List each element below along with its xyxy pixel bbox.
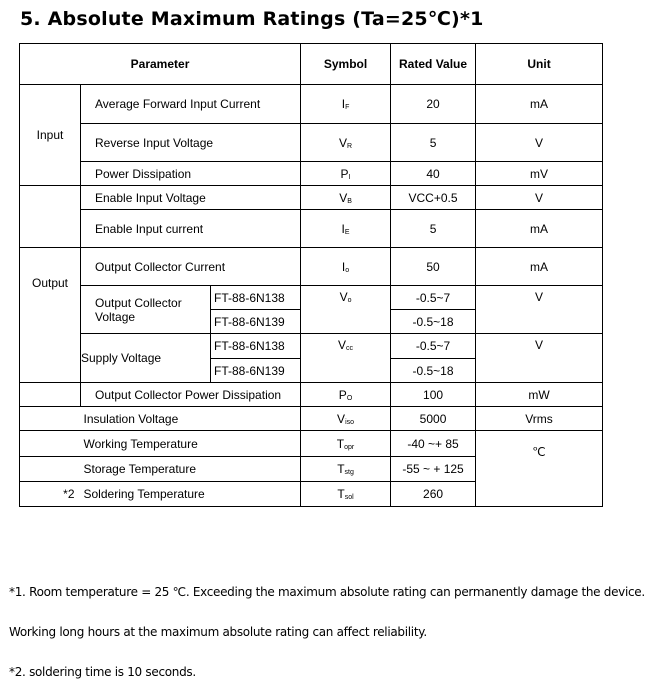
value-cell: -40 ~+ 85 [391,431,476,457]
symbol-cell: $V_{cc}$ [301,334,391,383]
symbol-cell: $I_o$ [301,248,391,286]
symbol-cell: $V_B$ [301,186,391,210]
symbol-cell: $V_{iso}$ [301,407,391,431]
group-input: Input [20,85,81,186]
unit-cell: mA [476,85,603,124]
param-cell: Output Collector Voltage [81,286,211,334]
symbol-cell: $V_R$ [301,124,391,162]
unit-cell: mV [476,162,603,186]
unit-cell: ℃ [476,431,603,507]
value-cell: 5000 [391,407,476,431]
header-unit: Unit [476,44,603,85]
table-row [20,431,603,457]
note-1: *1. Room temperature = 25 ℃. Exceeding the maximum absolute rating can permanently damage the device. [9,585,645,599]
param-cell: Output Collector Power Dissipation [81,383,301,407]
group-output: Output [20,248,81,383]
value-cell: 20 [391,85,476,124]
footnote-marker: *2 [20,482,81,507]
ratings-table [19,43,603,507]
value-cell: -0.5~18 [391,359,476,383]
model-cell: FT-88-6N139 [211,310,301,334]
empty-group-cell [20,407,81,431]
empty-group-cell [20,431,81,457]
table-row [20,286,603,310]
param-cell: Power Dissipation [81,162,301,186]
symbol-cell: $P_O$ [301,383,391,407]
group-input-end [20,210,81,248]
symbol-cell: $I_F$ [301,85,391,124]
unit-cell: V [476,286,603,334]
unit-cell: mW [476,383,603,407]
symbol-cell: $V_o$ [301,286,391,334]
group-input-continued [20,186,81,210]
header-rated-value: Rated Value [391,44,476,85]
table-row [20,383,603,407]
param-cell: Enable Input Voltage [81,186,301,210]
param-cell: Reverse Input Voltage [81,124,301,162]
table-row [20,124,603,162]
param-cell: Insulation Voltage [81,407,301,431]
table-row [20,407,603,431]
unit-cell: mA [476,210,603,248]
symbol-cell: $T_{opr}$ [301,431,391,457]
symbol-cell: $P_I$ [301,162,391,186]
value-cell: 5 [391,210,476,248]
unit-cell: mA [476,248,603,286]
value-cell: VCC+0.5 [391,186,476,210]
table-row [20,334,603,359]
param-cell: Output Collector Current [81,248,301,286]
param-cell: Soldering Temperature [81,482,301,507]
value-cell: -0.5~7 [391,334,476,359]
empty-group-cell [20,383,81,407]
table-row [20,186,603,210]
symbol-cell: $I_E$ [301,210,391,248]
table-header-row [20,44,603,85]
param-cell: Working Temperature [81,431,301,457]
unit-cell: V [476,334,603,383]
value-cell: 5 [391,124,476,162]
table-row [20,85,603,124]
value-cell: 260 [391,482,476,507]
value-cell: 50 [391,248,476,286]
value-cell: -55 ~ + 125 [391,457,476,482]
value-cell: 100 [391,383,476,407]
model-cell: FT-88-6N138 [211,286,301,310]
unit-cell: Vrms [476,407,603,431]
value-cell: -0.5~18 [391,310,476,334]
unit-cell: V [476,186,603,210]
empty-group-cell [20,457,81,482]
param-cell: Storage Temperature [81,457,301,482]
section-title: 5. Absolute Maximum Ratings (Ta=25℃)*1 [20,8,484,30]
param-cell: Supply Voltage [81,334,211,383]
header-parameter: Parameter [20,44,301,85]
model-cell: FT-88-6N138 [211,334,301,359]
table-row [20,162,603,186]
header-symbol: Symbol [301,44,391,85]
unit-cell: V [476,124,603,162]
value-cell: 40 [391,162,476,186]
note-2: Working long hours at the maximum absolute rating can affect reliability. [9,625,427,639]
note-3: *2. soldering time is 10 seconds. [9,665,196,679]
table-row [20,248,603,286]
symbol-cell: $T_{sol}$ [301,482,391,507]
symbol-cell: $T_{stg}$ [301,457,391,482]
param-cell: Average Forward Input Current [81,85,301,124]
param-cell: Enable Input current [81,210,301,248]
table-row [20,210,603,248]
model-cell: FT-88-6N139 [211,359,301,383]
value-cell: -0.5~7 [391,286,476,310]
